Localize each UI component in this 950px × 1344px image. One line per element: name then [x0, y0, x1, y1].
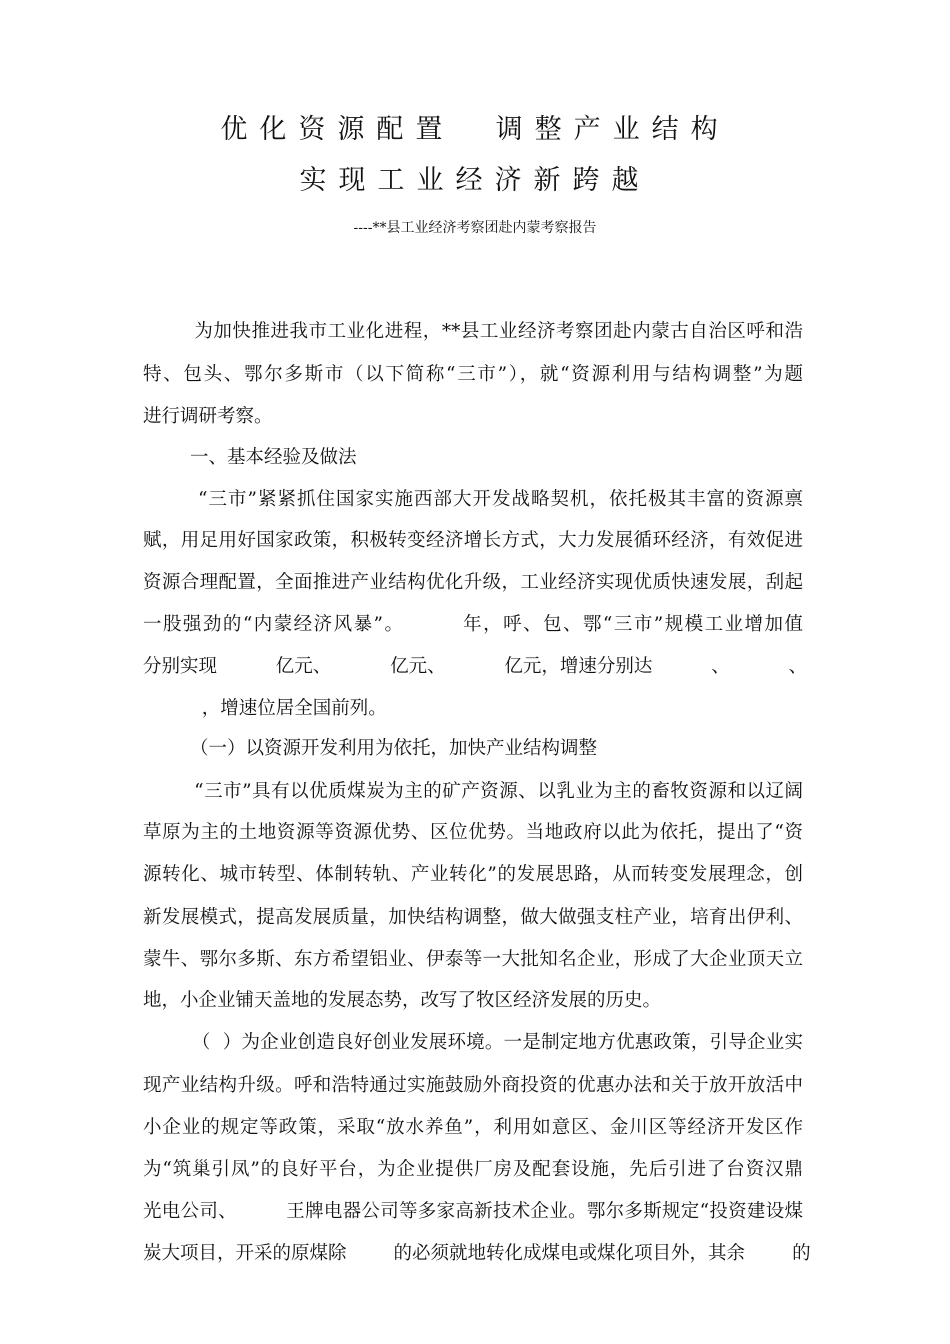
body-line: 草原为主的土地资源等资源优势、区位优势。当地政府以此为依托，提出了“资: [143, 822, 803, 843]
body-line: ，增速位居全国前列。: [143, 698, 387, 719]
body-line: 特、包头、鄂尔多斯市（以下简称“三市”），就“资源利用与结构调整”为题: [143, 364, 803, 385]
document-title-line-1: 优化资源配置 调整产业结构: [220, 114, 730, 145]
body-line: （ ）为企业创造良好创业发展环境。一是制定地方优惠政策，引导企业实: [143, 1032, 803, 1053]
body-line: 小企业的规定等政策，采取“放水养鱼”，利用如意区、金川区等经济开发区作: [143, 1117, 803, 1138]
body-line: 新发展模式，提高发展质量，加快结构调整，做大做强支柱产业，培育出伊利、: [143, 907, 803, 928]
body-line: 资源合理配置，全面推进产业结构优化升级，工业经济实现优质快速发展，刮起: [143, 572, 803, 593]
body-line: 进行调研考察。: [143, 406, 273, 427]
body-line: 炭大项目，开采的原煤除 的必须就地转化成煤电或煤化项目外，其余 的: [143, 1243, 811, 1264]
body-line: 为加快推进我市工业化进程，**县工业经济考察团赴内蒙古自治区呼和浩: [143, 321, 803, 342]
body-line: 光电公司、 王牌电器公司等多家高新技术企业。鄂尔多斯规定“投资建设煤: [143, 1201, 803, 1222]
body-line: 一股强劲的“内蒙经济风暴”。 年，呼、包、鄂“三市”规模工业增加值: [143, 614, 803, 635]
body-line: 现产业结构升级。呼和浩特通过实施鼓励外商投资的优惠办法和关于放开放活中: [143, 1075, 803, 1096]
body-line: 赋，用足用好国家政策，积极转变经济增长方式，大力发展循环经济，有效促进: [143, 530, 803, 551]
body-line: 源转化、城市转型、体制转轨、产业转化”的发展思路，从而转变发展理念，创: [143, 864, 803, 885]
subsection-heading: （一）以资源开发利用为依托，加快产业结构调整: [143, 738, 598, 759]
section-heading: 一、基本经验及做法: [143, 447, 357, 468]
body-line: 蒙牛、鄂尔多斯、东方希望铝业、伊泰等一大批知名企业，形成了大企业顶天立: [143, 949, 803, 970]
body-line: 为“筑巢引凤”的良好平台，为企业提供厂房及配套设施，先后引进了台资汉鼎: [143, 1159, 803, 1180]
body-line: 地，小企业铺天盖地的发展态势，改写了牧区经济发展的历史。: [143, 990, 662, 1011]
document-title-line-2: 实现工业经济新跨越: [299, 165, 651, 196]
body-line: 分别实现 亿元、 亿元、 亿元，增速分别达 、 、: [143, 656, 808, 677]
document-subtitle: ----**县工业经济考察团赴内蒙考察报告: [353, 220, 597, 236]
body-line: “三市”紧紧抓住国家实施西部大开发战略契机，依托极其丰富的资源禀: [143, 489, 803, 510]
body-line: “三市”具有以优质煤炭为主的矿产资源、以乳业为主的畜牧资源和以辽阔: [143, 781, 803, 802]
